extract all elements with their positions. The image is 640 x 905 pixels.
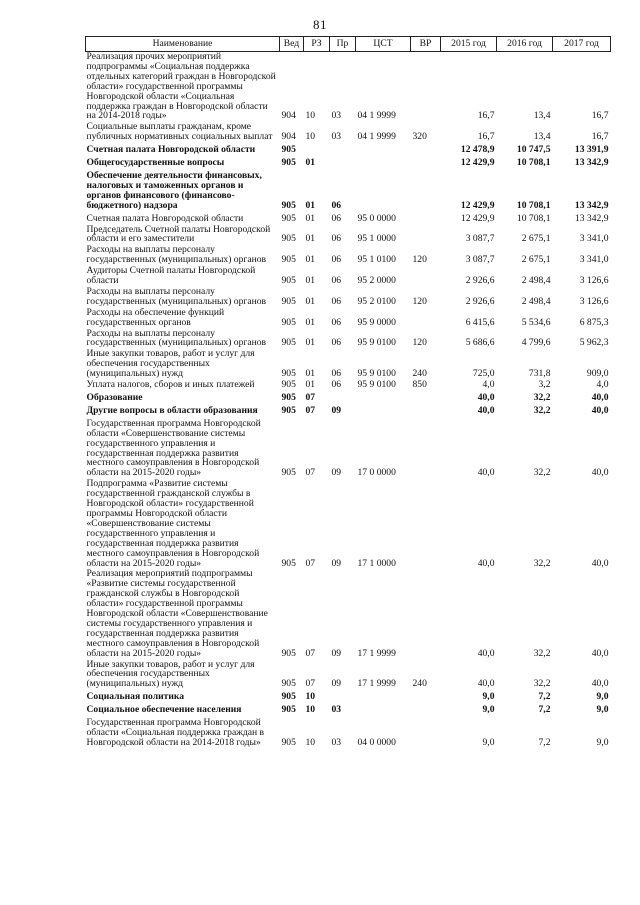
cell-cst: 95 9 0100 <box>357 379 396 391</box>
cell-pr: 09 <box>331 467 342 479</box>
cell-vr <box>411 404 441 417</box>
cell-ved: 905 <box>281 275 296 287</box>
table-header <box>86 37 611 52</box>
cell-2015: 9,0 <box>482 736 495 748</box>
cell-cst: 95 9 0000 <box>357 316 396 328</box>
cell-name: Аудиторы Счетной палаты Новгородской области <box>86 265 256 287</box>
cell-ved: 905 <box>281 295 296 307</box>
cell-rz: 01 <box>305 337 316 349</box>
cell-vr <box>411 143 441 156</box>
cell-name: Расходы на выплаты персоналу государственных (муниципальных) органов <box>86 244 267 266</box>
cell-2015: 40,0 <box>477 678 495 690</box>
table-row <box>86 169 611 212</box>
cell-pr <box>330 690 356 703</box>
cell-2017: 3 126,6 <box>579 295 609 307</box>
cell-ved: 905 <box>281 379 296 391</box>
cell-pr: 06 <box>331 295 342 307</box>
cell-2017: 3 341,0 <box>579 233 609 245</box>
cell-2016: 13,4 <box>533 131 551 143</box>
cell-ved: 905 <box>281 316 296 328</box>
cell-2017: 40,0 <box>591 678 609 690</box>
cell-rz: 10 <box>305 131 316 143</box>
cell-rz: 01 <box>305 379 316 391</box>
table-body <box>86 52 611 749</box>
cell-cst: 04 0 0000 <box>357 736 396 748</box>
cell-rz: 10 <box>305 691 316 703</box>
cell-name: Государственная программа Новгородской области «Совершенствование системы государственного управления и государственная поддержка развития местного самоуправления в Новгородской области на 2015-2020 годы» <box>86 417 261 479</box>
cell-2017: 3 341,0 <box>579 254 609 266</box>
cell-name: Другие вопросы в области образования <box>86 404 258 416</box>
cell-rz: 01 <box>305 157 316 169</box>
cell-vr <box>411 690 441 703</box>
cell-name: Социальная политика <box>86 691 185 703</box>
cell-ved: 905 <box>281 368 296 380</box>
cell-pr: 06 <box>331 316 342 328</box>
cell-2016: 2 498,4 <box>521 275 551 287</box>
cell-2016: 3,2 <box>538 379 551 391</box>
cell-2015: 12 429,9 <box>460 157 495 169</box>
cell-cst: 95 2 0100 <box>357 295 396 307</box>
cell-2015: 40,0 <box>477 404 495 416</box>
cell-vr: 240 <box>412 368 427 380</box>
cell-2016: 32,2 <box>533 404 551 416</box>
cell-name: Подпрограмма «Развитие системы государственной гражданской службы в Новгородской области» государственной программы Новгородской области «Совершенствование системы государственного управления и государственная поддержка развития местного самоуправления в Новгородской области на 2015-2020 годы» <box>86 478 260 569</box>
cell-rz: 07 <box>305 557 316 569</box>
cell-2017: 13 342,9 <box>574 199 609 211</box>
header-ved: Вед <box>280 37 304 52</box>
cell-rz: 01 <box>305 233 316 245</box>
cell-ved: 905 <box>281 404 296 416</box>
cell-name: Расходы на выплаты персоналу государственных (муниципальных) органов <box>86 327 267 349</box>
cell-2015: 16,7 <box>477 110 495 122</box>
cell-rz: 01 <box>305 368 316 380</box>
cell-name: Государственная программа Новгородской области «Социальная поддержка граждан в Новгородской области на 2014-2018 годы» <box>86 717 265 748</box>
cell-2016: 32,2 <box>533 678 551 690</box>
header-vr: ВР <box>411 37 441 52</box>
cell-name: Иные закупки товаров, работ и услуг для обеспечения государственных (муниципальных) нужд <box>86 658 255 690</box>
cell-2017: 40,0 <box>591 647 609 659</box>
cell-rz: 01 <box>305 316 316 328</box>
cell-2016: 13,4 <box>533 110 551 122</box>
cell-ved: 905 <box>281 736 296 748</box>
cell-ved: 905 <box>281 704 296 716</box>
table-row <box>86 404 611 417</box>
cell-cst <box>356 169 411 212</box>
cell-ved: 905 <box>281 392 296 403</box>
cell-ved: 905 <box>281 157 296 169</box>
table-row <box>86 660 611 691</box>
table-row <box>86 690 611 703</box>
table-row <box>86 156 611 169</box>
cell-2015: 2 926,6 <box>465 275 495 287</box>
cell-2017: 40,0 <box>591 404 609 416</box>
cell-pr: 09 <box>331 404 342 416</box>
table-row <box>86 122 611 143</box>
cell-ved: 905 <box>281 467 296 479</box>
cell-2017: 16,7 <box>591 110 609 122</box>
cell-2016: 10 708,1 <box>516 157 551 169</box>
cell-cst: 17 1 0000 <box>357 557 396 569</box>
cell-name: Счетная палата Новгородской области <box>86 144 256 156</box>
table-row <box>86 52 611 123</box>
cell-pr <box>330 143 356 156</box>
cell-cst: 95 0 0000 <box>357 212 396 224</box>
cell-2017: 4,0 <box>596 379 609 391</box>
cell-vr <box>411 417 441 479</box>
cell-cst: 04 1 9999 <box>357 110 396 122</box>
cell-vr <box>411 308 441 329</box>
cell-2017: 40,0 <box>591 467 609 479</box>
cell-2017: 9,0 <box>596 736 609 748</box>
cell-pr: 06 <box>331 379 342 391</box>
cell-vr <box>411 156 441 169</box>
cell-2015: 12 429,9 <box>460 199 495 211</box>
cell-2016: 5 534,6 <box>521 316 551 328</box>
cell-cst <box>356 690 411 703</box>
cell-vr <box>411 391 441 404</box>
cell-2017: 9,0 <box>596 704 609 716</box>
cell-2016: 2 675,1 <box>521 254 551 266</box>
cell-vr <box>411 479 441 569</box>
cell-rz: 01 <box>305 275 316 287</box>
cell-name: Социальные выплаты гражданам, кроме публичных нормативных социальных выплат <box>86 121 273 143</box>
cell-2015: 4,0 <box>482 379 495 391</box>
cell-cst: 17 1 9999 <box>357 678 396 690</box>
cell-name: Реализация прочих мероприятий подпрограммы «Социальная поддержка отдельных категорий граждан в Новгородской области» государственной программы Новгородской области «Социальная поддержка граждан в Новгородской области на 2014-2018 годы» <box>86 51 276 122</box>
cell-2015: 6 415,6 <box>465 316 495 328</box>
cell-cst <box>356 143 411 156</box>
table-row <box>86 391 611 404</box>
table-row <box>86 143 611 156</box>
cell-2017: 40,0 <box>591 392 609 403</box>
cell-cst: 95 1 0100 <box>357 254 396 266</box>
cell-2015: 40,0 <box>477 647 495 659</box>
table-row <box>86 703 611 716</box>
header-name: Наименование <box>86 37 280 52</box>
cell-pr: 09 <box>331 678 342 690</box>
cell-pr: 03 <box>331 736 342 748</box>
cell-ved: 905 <box>281 144 296 156</box>
cell-2017: 3 126,6 <box>579 275 609 287</box>
cell-rz: 07 <box>305 678 316 690</box>
cell-vr: 120 <box>412 254 427 266</box>
cell-name: Общегосударственные вопросы <box>86 157 225 169</box>
cell-2015: 725,0 <box>472 368 495 380</box>
cell-vr <box>411 52 441 123</box>
cell-cst <box>356 391 411 404</box>
cell-rz: 01 <box>305 212 316 224</box>
cell-2015: 12 478,9 <box>460 144 495 156</box>
cell-rz: 01 <box>305 199 316 211</box>
table-row <box>86 287 611 308</box>
cell-2017: 40,0 <box>591 557 609 569</box>
cell-name: Образование <box>86 392 143 403</box>
cell-2015: 16,7 <box>477 131 495 143</box>
cell-cst: 95 9 0100 <box>357 368 396 380</box>
cell-pr: 09 <box>331 647 342 659</box>
cell-ved: 905 <box>281 337 296 349</box>
cell-2016: 2 675,1 <box>521 233 551 245</box>
cell-2016: 10 747,5 <box>516 144 551 156</box>
table-row <box>86 329 611 350</box>
cell-cst: 95 9 0100 <box>357 337 396 349</box>
page-number: 81 <box>313 17 327 32</box>
cell-ved: 905 <box>281 254 296 266</box>
table-row <box>86 716 611 749</box>
cell-vr: 120 <box>412 337 427 349</box>
cell-ved: 905 <box>281 233 296 245</box>
cell-cst: 95 2 0000 <box>357 275 396 287</box>
cell-vr <box>411 569 441 659</box>
header-rz: РЗ <box>304 37 330 52</box>
cell-2015: 40,0 <box>477 467 495 479</box>
cell-ved: 905 <box>281 647 296 659</box>
table-row <box>86 266 611 287</box>
cell-ved: 905 <box>281 678 296 690</box>
cell-2015: 12 429,9 <box>460 212 495 224</box>
cell-vr: 320 <box>412 131 427 143</box>
header-pr: Пр <box>330 37 356 52</box>
cell-2017: 909,0 <box>586 368 609 380</box>
cell-vr <box>411 225 441 246</box>
table-row <box>86 380 611 391</box>
cell-rz: 07 <box>305 404 316 416</box>
cell-name: Социальное обеспечение населения <box>86 704 242 716</box>
table-row <box>86 479 611 569</box>
cell-2016: 2 498,4 <box>521 295 551 307</box>
cell-2015: 40,0 <box>477 557 495 569</box>
cell-2015: 5 686,6 <box>465 337 495 349</box>
cell-2016: 32,2 <box>533 392 551 403</box>
cell-ved: 905 <box>281 212 296 224</box>
cell-2015: 40,0 <box>477 392 495 403</box>
cell-vr: 120 <box>412 295 427 307</box>
cell-rz: 07 <box>305 467 316 479</box>
cell-pr: 06 <box>331 212 342 224</box>
cell-rz: 10 <box>305 736 316 748</box>
cell-2016: 32,2 <box>533 467 551 479</box>
cell-rz <box>304 143 330 156</box>
cell-pr: 03 <box>331 110 342 122</box>
cell-cst <box>356 404 411 417</box>
header-2015: 2015 год <box>441 37 497 52</box>
cell-cst: 17 0 0000 <box>357 467 396 479</box>
cell-2015: 3 087,7 <box>465 254 495 266</box>
cell-pr: 06 <box>331 254 342 266</box>
cell-2017: 9,0 <box>596 691 609 703</box>
header-cst: ЦСТ <box>356 37 411 52</box>
cell-pr: 06 <box>331 233 342 245</box>
cell-name: Реализация мероприятий подпрограммы «Развитие системы государственной гражданской службы в Новгородской области» государственной программы Новгородской области «Совершенствование системы государственного управления и государственная поддержка развития местного самоуправления в Новгородской области на 2015-2020 годы» <box>86 568 268 659</box>
cell-pr: 03 <box>331 131 342 143</box>
cell-2017: 13 342,9 <box>574 157 609 169</box>
cell-pr: 06 <box>331 337 342 349</box>
cell-cst <box>356 703 411 716</box>
cell-2016: 731,8 <box>528 368 551 380</box>
cell-vr: 850 <box>412 379 427 391</box>
table-row <box>86 569 611 659</box>
cell-pr: 06 <box>331 275 342 287</box>
table-row <box>86 212 611 225</box>
cell-rz: 07 <box>305 647 316 659</box>
cell-2015: 9,0 <box>482 704 495 716</box>
cell-2015: 3 087,7 <box>465 233 495 245</box>
cell-cst <box>356 156 411 169</box>
cell-ved: 904 <box>281 131 296 143</box>
cell-rz: 07 <box>305 392 316 403</box>
cell-vr <box>411 212 441 225</box>
cell-2016: 7,2 <box>538 736 551 748</box>
cell-name: Уплата налогов, сборов и иных платежей <box>86 379 255 391</box>
cell-cst: 17 1 9999 <box>357 647 396 659</box>
cell-pr: 03 <box>331 704 342 716</box>
cell-2016: 4 799,6 <box>521 337 551 349</box>
cell-rz: 01 <box>305 254 316 266</box>
table-row <box>86 417 611 479</box>
cell-2016: 7,2 <box>538 704 551 716</box>
cell-2016: 32,2 <box>533 557 551 569</box>
cell-2017: 5 962,3 <box>579 337 609 349</box>
cell-2015: 9,0 <box>482 691 495 703</box>
header-2017: 2017 год <box>553 37 611 52</box>
cell-rz: 01 <box>305 295 316 307</box>
cell-name: Расходы на выплаты персоналу государственных (муниципальных) органов <box>86 285 267 307</box>
cell-pr: 09 <box>331 557 342 569</box>
cell-pr <box>330 156 356 169</box>
cell-2017: 16,7 <box>591 131 609 143</box>
cell-vr <box>411 716 441 749</box>
table-row <box>86 308 611 329</box>
cell-ved: 905 <box>281 691 296 703</box>
cell-2017: 6 875,3 <box>579 316 609 328</box>
cell-cst: 04 1 9999 <box>357 131 396 143</box>
cell-name: Иные закупки товаров, работ и услуг для обеспечения государственных (муниципальных) нужд <box>86 348 255 380</box>
cell-name: Счетная палата Новгородской области <box>86 212 244 224</box>
cell-ved: 905 <box>281 557 296 569</box>
cell-2017: 13 342,9 <box>574 212 609 224</box>
cell-cst: 95 1 0000 <box>357 233 396 245</box>
table-row <box>86 349 611 380</box>
cell-pr: 06 <box>331 199 342 211</box>
cell-name: Обеспечение деятельности финансовых, налоговых и таможенных органов и органов финансового (финансово-бюджетного) надзора <box>86 169 262 211</box>
cell-ved: 904 <box>281 110 296 122</box>
cell-2016: 7,2 <box>538 691 551 703</box>
cell-vr <box>411 703 441 716</box>
cell-2015: 2 926,6 <box>465 295 495 307</box>
budget-table <box>85 36 611 749</box>
cell-vr <box>411 169 441 212</box>
table-row <box>86 225 611 246</box>
cell-2016: 10 708,1 <box>516 199 551 211</box>
cell-name: Председатель Счетной палаты Новгородской области и его заместители <box>86 223 271 245</box>
cell-rz: 10 <box>305 110 316 122</box>
header-2016: 2016 год <box>497 37 553 52</box>
cell-name: Расходы на обеспечение функций государственных органов <box>86 306 225 328</box>
cell-rz: 10 <box>305 704 316 716</box>
cell-ved: 905 <box>281 199 296 211</box>
cell-2017: 13 391,9 <box>574 144 609 156</box>
cell-pr: 06 <box>331 368 342 380</box>
cell-vr: 240 <box>412 678 427 690</box>
cell-2016: 32,2 <box>533 647 551 659</box>
cell-pr <box>330 391 356 404</box>
table-row <box>86 245 611 266</box>
cell-vr <box>411 266 441 287</box>
cell-2016: 10 708,1 <box>516 212 551 224</box>
